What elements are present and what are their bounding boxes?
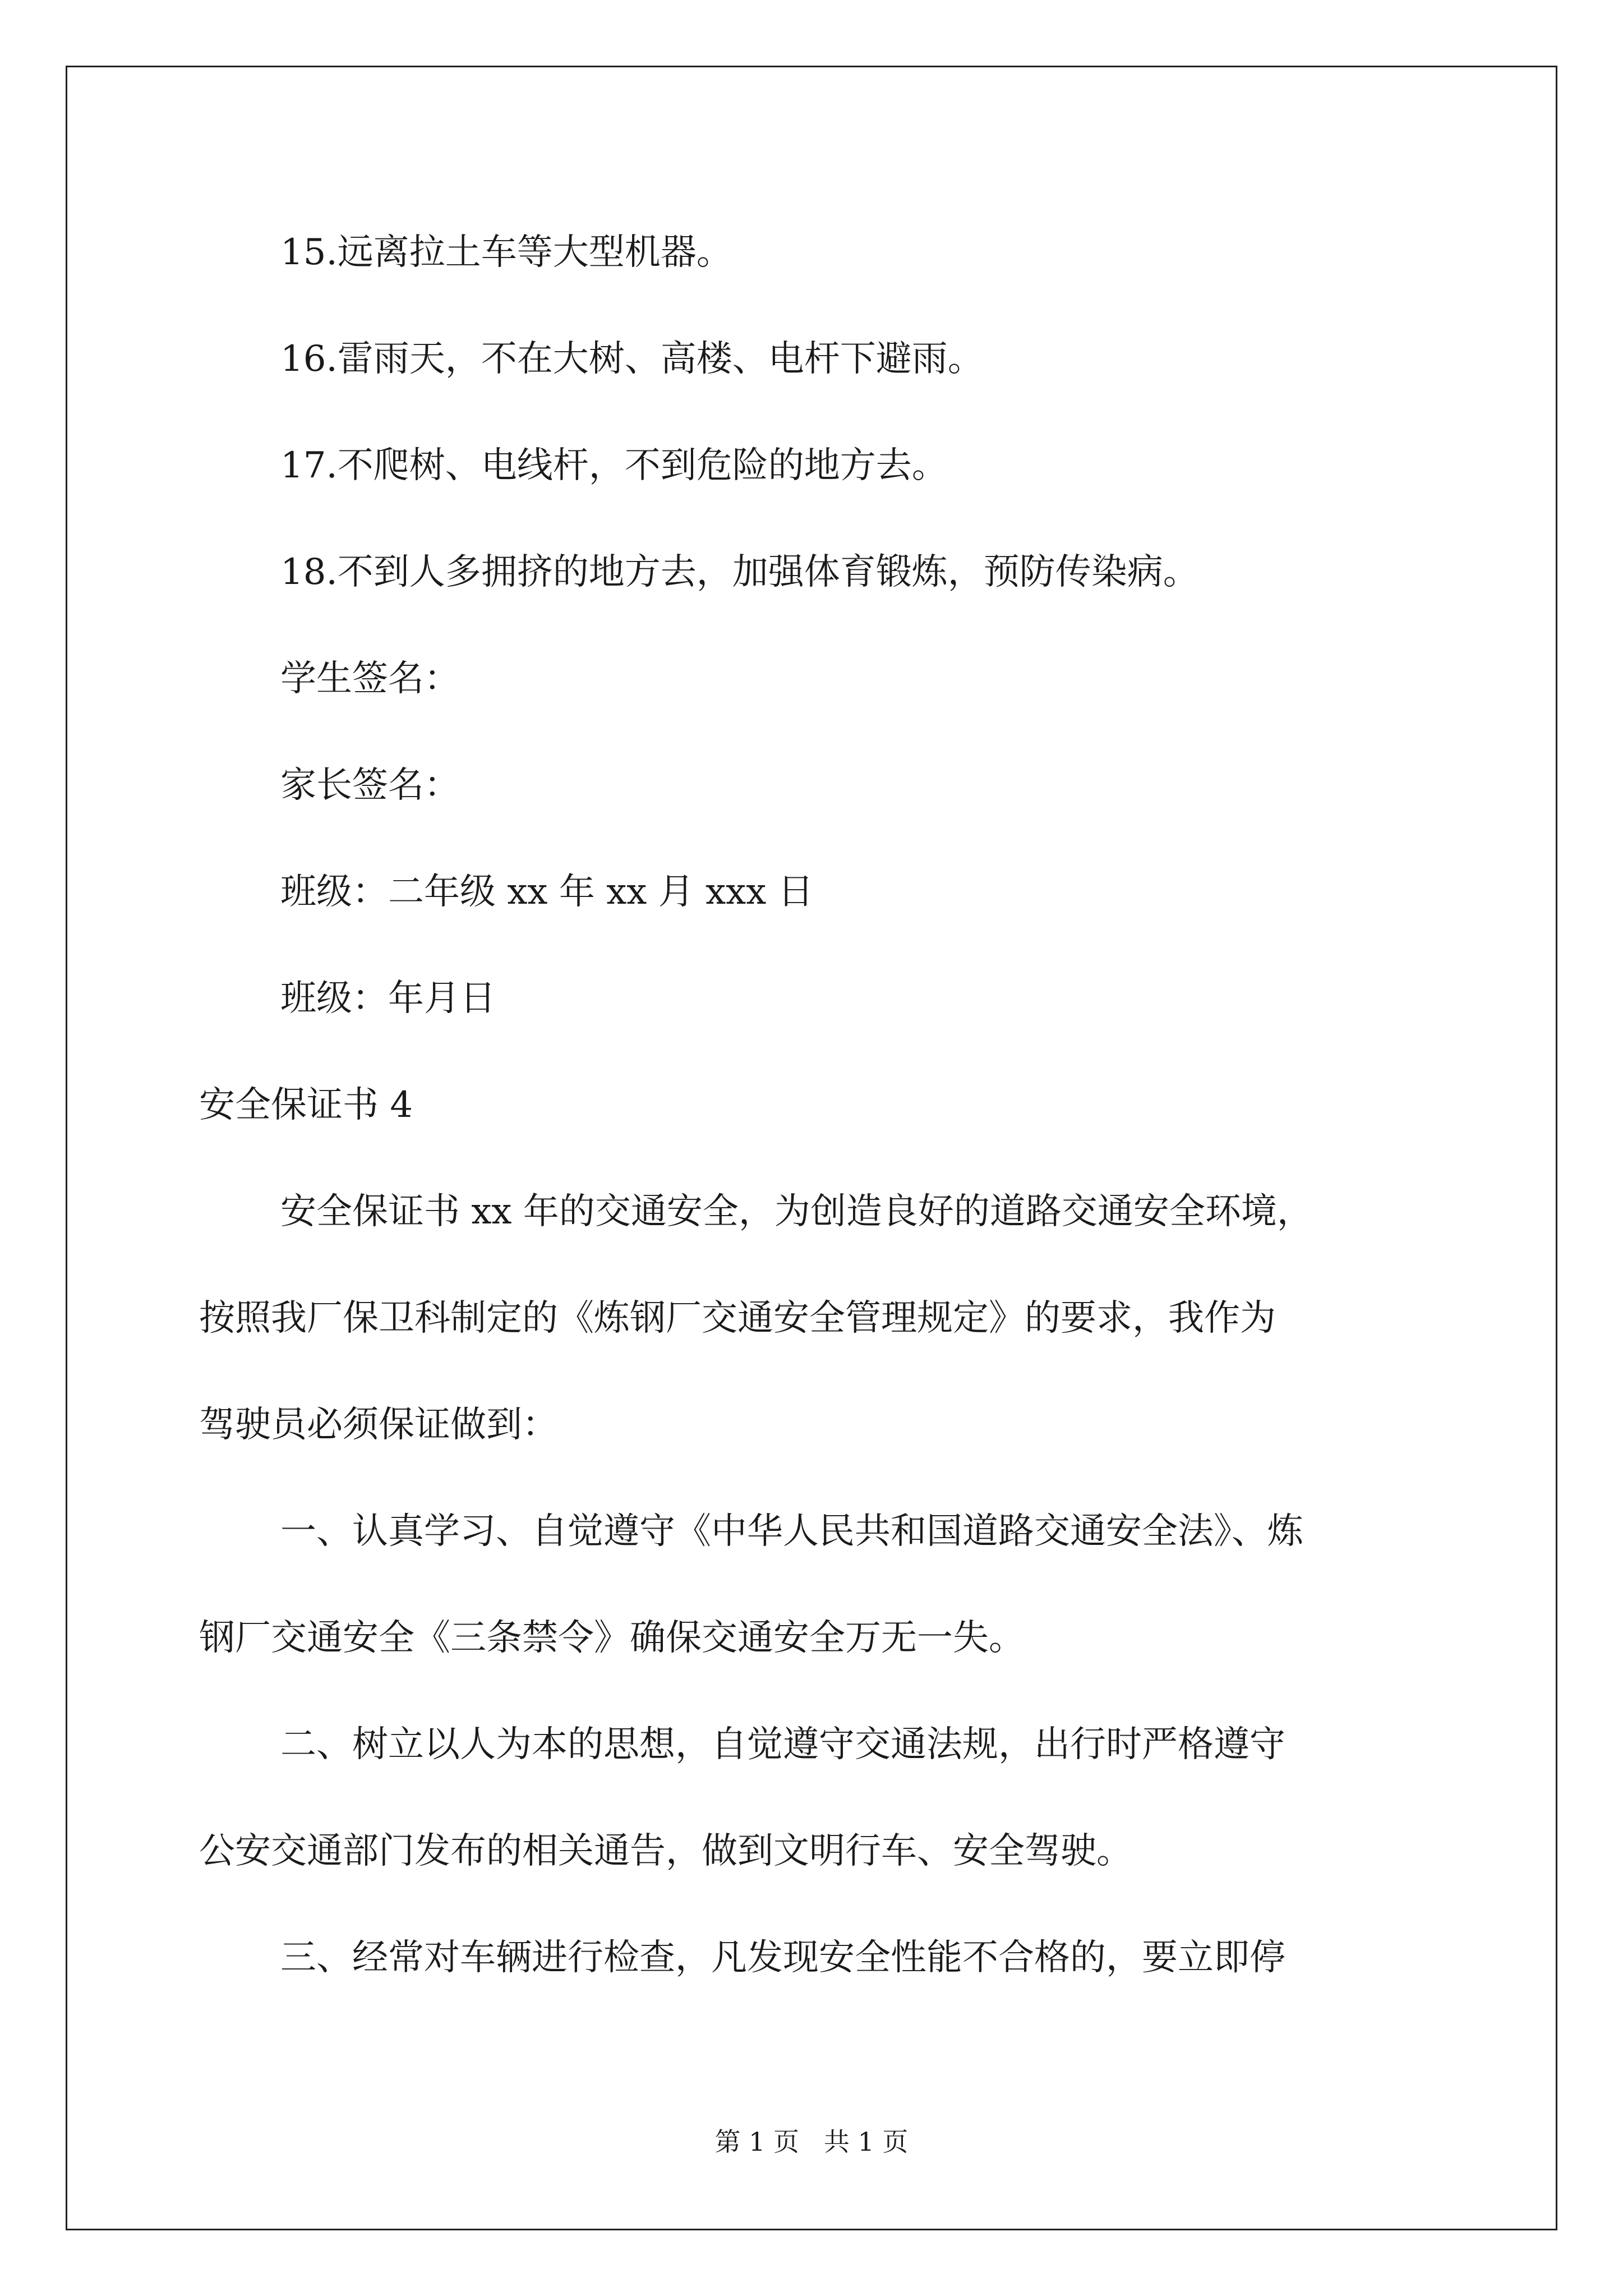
text-line: 二、树立以人为本的思想，自觉遵守交通法规，出行时严格遵守 bbox=[280, 1724, 1285, 1765]
text-line: 16.雷雨天，不在大树、高楼、电杆下避雨。 bbox=[280, 338, 984, 380]
text-line: 18.不到人多拥挤的地方去，加强体育锻炼，预防传染病。 bbox=[280, 551, 1199, 593]
section-heading: 安全保证书 4 bbox=[199, 1084, 413, 1126]
text-line: 按照我厂保卫科制定的《炼钢厂交通安全管理规定》的要求，我作为 bbox=[199, 1297, 1276, 1339]
page-footer: 第 1 页 共 1 页 bbox=[714, 2127, 909, 2157]
text-line: 学生签名： bbox=[280, 658, 460, 700]
text-line: 钢厂交通安全《三条禁令》确保交通安全万无一失。 bbox=[199, 1617, 1025, 1659]
text-line: 驾驶员必须保证做到： bbox=[199, 1404, 558, 1446]
text-line: 班级：二年级 xx 年 xx 月 xxx 日 bbox=[280, 871, 814, 913]
text-line: 家长签名： bbox=[280, 765, 460, 806]
text-line: 17.不爬树、电线杆，不到危险的地方去。 bbox=[280, 445, 948, 486]
text-line: 一、认真学习、自觉遵守《中华人民共和国道路交通安全法》、炼 bbox=[280, 1511, 1303, 1552]
page-border bbox=[66, 66, 1557, 2230]
text-line: 三、经常对车辆进行检查，凡发现安全性能不合格的，要立即停 bbox=[280, 1937, 1285, 1978]
text-line: 班级：年月日 bbox=[280, 978, 496, 1019]
text-line: 公安交通部门发布的相关通告，做到文明行车、安全驾驶。 bbox=[199, 1830, 1132, 1872]
text-line: 15.远离拉土车等大型机器。 bbox=[280, 232, 732, 273]
text-line: 安全保证书 xx 年的交通安全，为创造良好的道路交通安全环境， bbox=[280, 1191, 1313, 1232]
